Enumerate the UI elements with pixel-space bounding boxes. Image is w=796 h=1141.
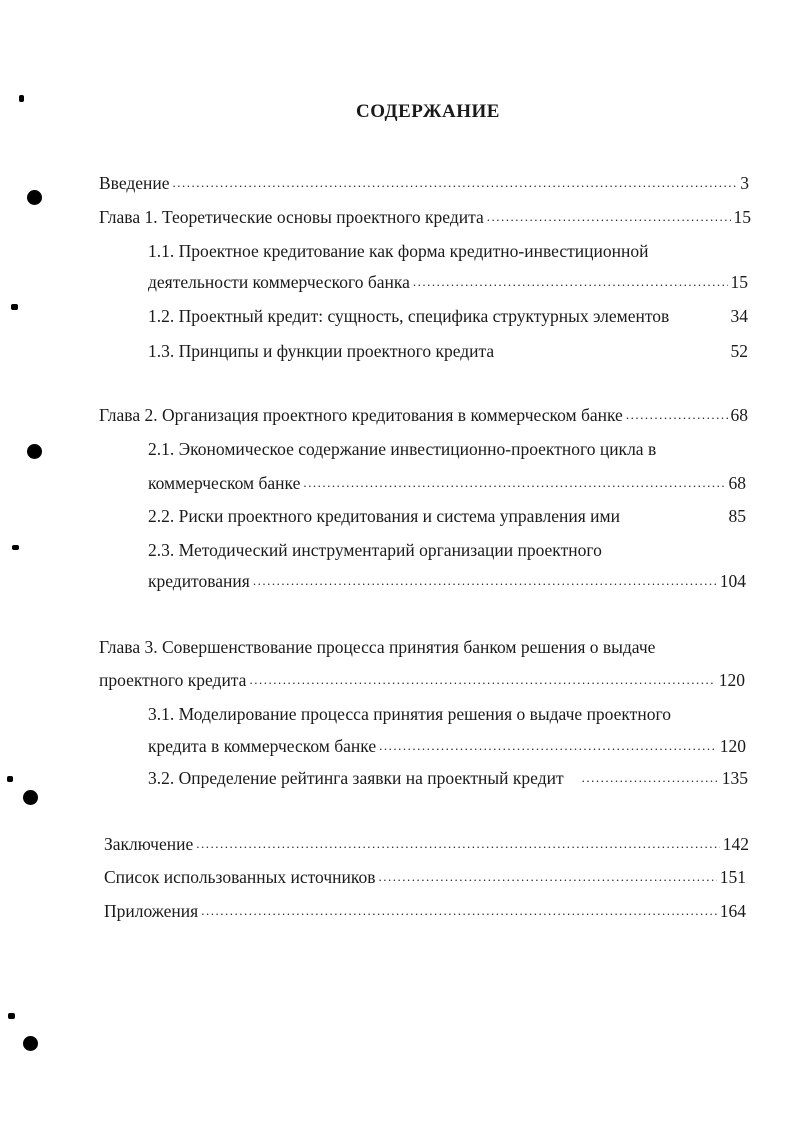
toc-section-1-1-line2[interactable]	[148, 271, 748, 293]
scan-speck	[12, 545, 19, 550]
toc-entry-text: кредитования	[148, 571, 250, 591]
page-title: СОДЕРЖАНИЕ	[356, 101, 500, 122]
toc-section-1-1-line1[interactable]: 1.1. Проектное кредитование как форма кредитно-инвестиционной	[148, 241, 649, 261]
toc-section-2-1-line2[interactable]	[148, 472, 746, 494]
toc-page-number: 85	[728, 506, 746, 526]
toc-page-number: 15	[730, 272, 748, 292]
scan-speck	[8, 1013, 15, 1019]
toc-section-2-3-line2[interactable]	[148, 570, 746, 592]
dot-leader	[253, 574, 717, 588]
toc-page-number: 164	[719, 901, 746, 921]
toc-section-3-1-line1[interactable]: 3.1. Моделирование процесса принятия решения о выдаче проектного	[148, 704, 671, 724]
dot-leader	[379, 739, 717, 753]
toc-chapter-3-line1[interactable]: Глава 3. Совершенствование процесса принятия банком решения о выдаче	[99, 637, 656, 657]
toc-page-number: 68	[730, 405, 748, 425]
toc-page-number: 68	[728, 473, 746, 493]
dot-leader	[487, 210, 731, 224]
toc-page-number: 135	[721, 768, 748, 788]
toc-chapter-3-line2[interactable]	[99, 669, 745, 691]
binder-hole	[27, 444, 42, 459]
toc-section-3-1-line2[interactable]	[148, 735, 746, 757]
toc-section-2-2[interactable]	[148, 505, 746, 527]
toc-entry-text: деятельности коммерческого банка	[148, 272, 410, 292]
toc-entry-text: кредита в коммерческом банке	[148, 736, 377, 756]
dot-leader	[379, 870, 717, 884]
dot-leader	[173, 176, 738, 190]
toc-entry-text: 1.3. Принципы и функции проектного кредита	[148, 341, 495, 361]
toc-entry-text: коммерческом банке	[148, 473, 301, 493]
toc-entry-text: Глава 2. Организация проектного кредитования в коммерческом банке	[99, 405, 623, 425]
toc-entry-text: Глава 1. Теоретические основы проектного кредита	[99, 207, 484, 227]
toc-chapter-1[interactable]	[99, 206, 751, 228]
toc-entry-text: 3.2. Определение рейтинга заявки на проектный кредит	[148, 768, 564, 788]
toc-page-number: 142	[722, 834, 749, 854]
toc-entry-text: Заключение	[104, 834, 194, 854]
binder-hole	[23, 1036, 38, 1051]
toc-chapter-2[interactable]	[99, 404, 748, 426]
toc-page-number: 3	[740, 173, 749, 193]
scan-speck	[19, 95, 24, 102]
toc-page-number: 34	[730, 306, 748, 326]
toc-entry-text: Введение	[99, 173, 170, 193]
dot-leader	[249, 673, 715, 687]
dot-leader	[413, 275, 728, 289]
toc-page-number: 52	[730, 341, 748, 361]
toc-section-2-3-line1[interactable]: 2.3. Методический инструментарий организации проектного	[148, 540, 602, 560]
toc-section-1-3[interactable]	[148, 340, 748, 362]
binder-hole	[23, 790, 38, 805]
dot-leader	[582, 771, 719, 785]
toc-entry-intro[interactable]	[99, 172, 749, 194]
binder-hole	[27, 190, 42, 205]
toc-entry-text: Список использованных источников	[104, 867, 376, 887]
toc-page-number: 104	[719, 571, 746, 591]
toc-section-3-2[interactable]	[148, 767, 748, 789]
toc-page-number: 15	[733, 207, 751, 227]
dot-leader	[303, 476, 725, 490]
toc-conclusion[interactable]	[104, 833, 749, 855]
toc-section-1-2[interactable]	[148, 305, 748, 327]
toc-page-number: 151	[719, 867, 746, 887]
dot-leader	[626, 408, 728, 422]
dot-leader	[201, 904, 717, 918]
toc-entry-text: Приложения	[104, 901, 199, 921]
toc-page-number: 120	[719, 736, 746, 756]
scan-speck	[11, 304, 18, 310]
toc-entry-text: проектного кредита	[99, 670, 247, 690]
toc-section-2-1-line1[interactable]: 2.1. Экономическое содержание инвестиционно-проектного цикла в	[148, 439, 657, 459]
toc-entry-text: 2.2. Риски проектного кредитования и система управления ими	[148, 506, 620, 526]
toc-appendices[interactable]	[104, 900, 746, 922]
toc-page-number: 120	[718, 670, 745, 690]
toc-entry-text: 1.2. Проектный кредит: сущность, специфика структурных элементов	[148, 306, 670, 326]
scan-speck	[7, 776, 13, 782]
toc-references[interactable]	[104, 866, 746, 888]
dot-leader	[196, 837, 720, 851]
